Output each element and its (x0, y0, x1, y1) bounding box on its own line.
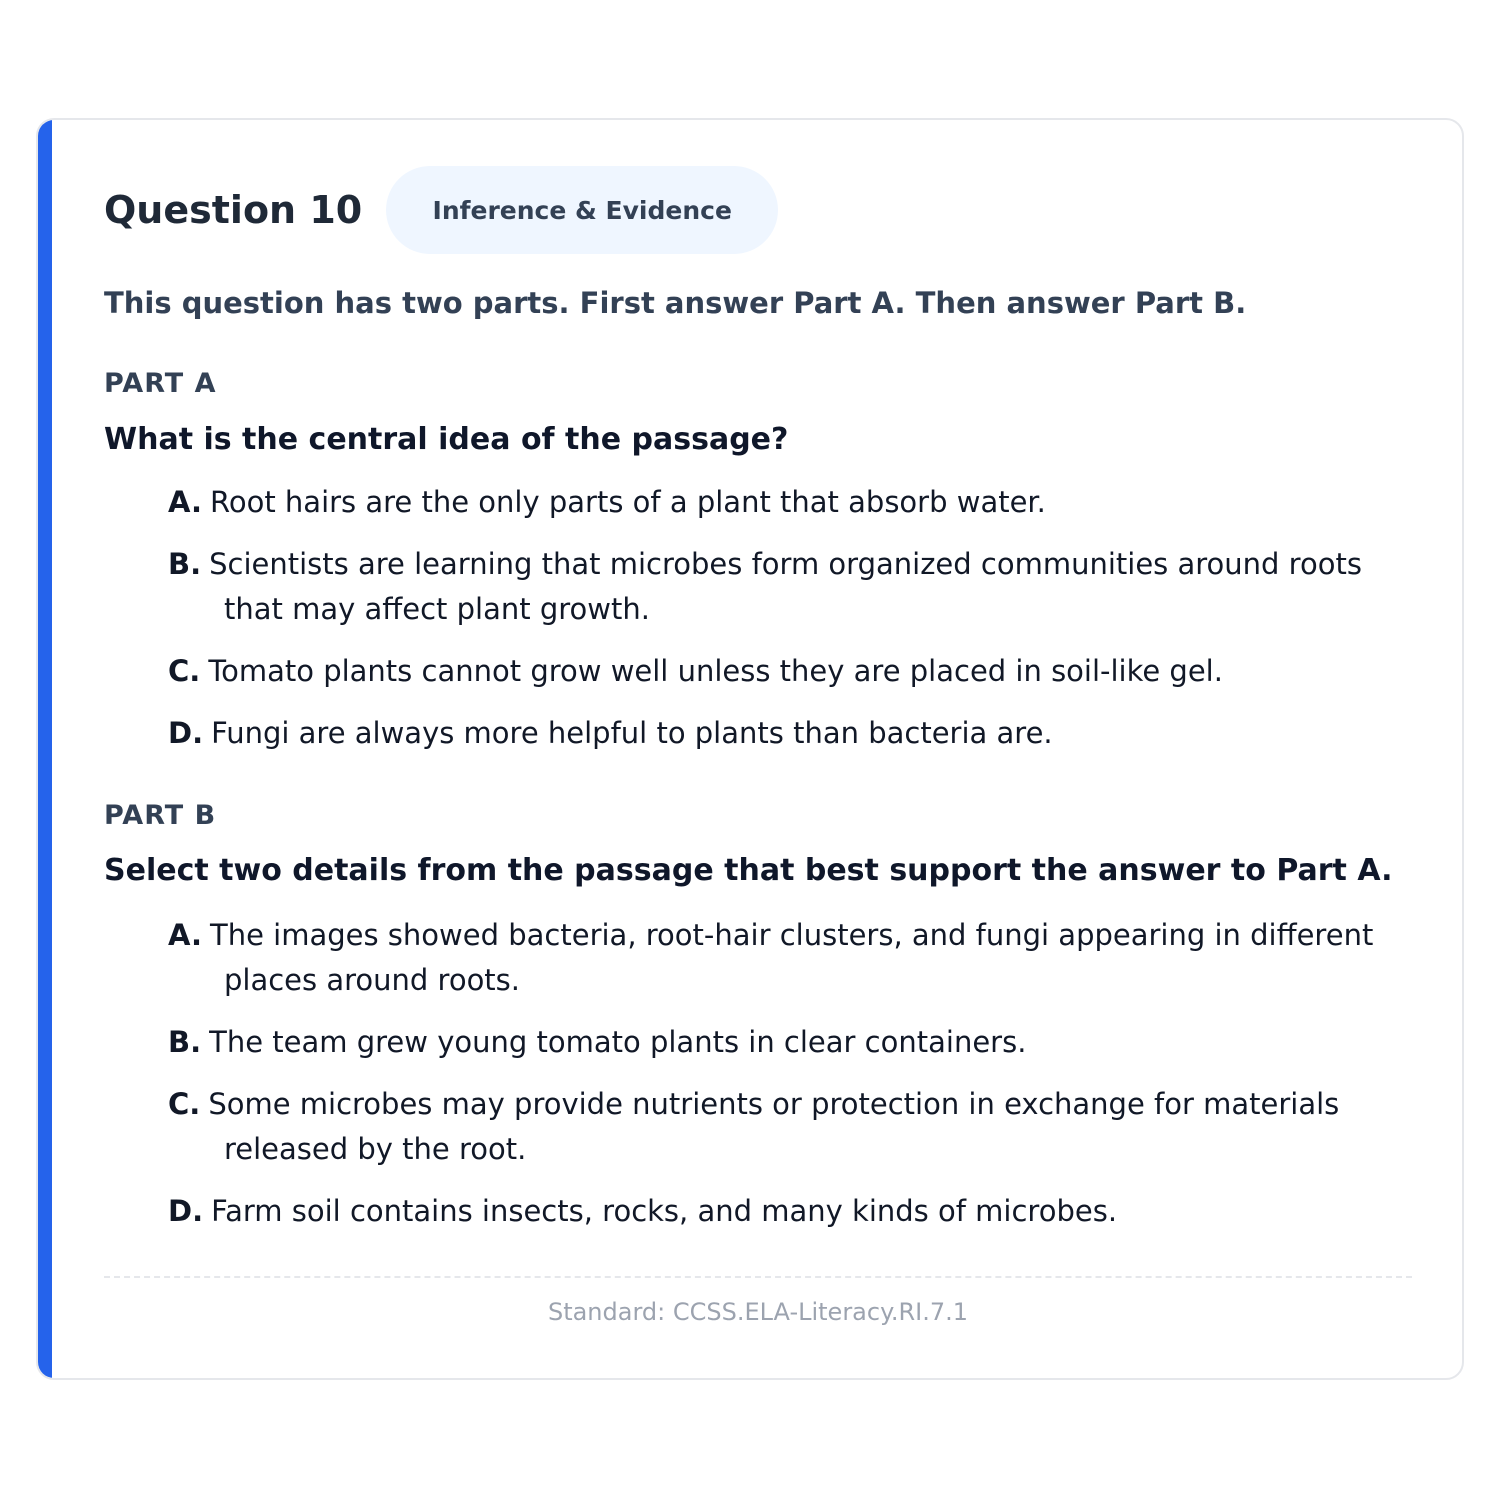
question-card (36, 118, 1464, 1380)
choice-text: The images showed bacteria, root-hair clusters, and fungi appearing in different places around roots. (210, 918, 1374, 997)
standard-label: Standard: CCSS.ELA-Literacy.RI.7.1 (547, 1298, 969, 1326)
choice-letter: C. (168, 654, 201, 688)
part-b-choice-b[interactable] (168, 1020, 1412, 1065)
choice-text: Scientists are learning that microbes form organized communities around roots that may affect plant growth. (209, 547, 1362, 626)
part-a-choice-a[interactable] (168, 480, 1412, 525)
choice-letter: B. (168, 547, 202, 581)
part-b-choice-a[interactable] (168, 913, 1412, 1003)
choice-text: Some microbes may provide nutrients or protection in exchange for materials released by the root. (208, 1087, 1340, 1166)
choice-letter: A. (168, 918, 202, 952)
card-content (104, 120, 1412, 1378)
instructions: This question has two parts. First answer Part A. Then answer Part B. (104, 286, 1247, 320)
part-a-label: PART A (104, 368, 217, 399)
choice-letter: D. (168, 716, 204, 750)
question-title: Question 10 (104, 188, 363, 232)
skill-tag: Inference & Evidence (386, 166, 778, 254)
part-a-prompt: What is the central idea of the passage? (104, 422, 789, 457)
accent-bar (38, 120, 52, 1378)
part-b-choice-c[interactable] (168, 1082, 1412, 1172)
part-b-choices (168, 913, 1412, 1251)
part-b-choice-d[interactable] (168, 1189, 1412, 1234)
choice-text: Fungi are always more helpful to plants than bacteria are. (211, 716, 1053, 750)
choice-letter: D. (168, 1194, 204, 1228)
choice-letter: B. (168, 1025, 202, 1059)
part-a-choices (168, 480, 1412, 773)
choice-text: Farm soil contains insects, rocks, and many kinds of microbes. (211, 1194, 1118, 1228)
part-a-choice-d[interactable] (168, 711, 1412, 756)
footer-divider (104, 1276, 1412, 1278)
question-header (104, 166, 778, 254)
choice-text: The team grew young tomato plants in clear containers. (209, 1025, 1027, 1059)
part-a-choice-b[interactable] (168, 542, 1412, 632)
part-a-choice-c[interactable] (168, 649, 1412, 694)
choice-text: Root hairs are the only parts of a plant that absorb water. (210, 485, 1046, 519)
choice-text: Tomato plants cannot grow well unless they are placed in soil-like gel. (208, 654, 1223, 688)
choice-letter: C. (168, 1087, 201, 1121)
part-b-prompt: Select two details from the passage that best support the answer to Part A. (104, 853, 1393, 888)
choice-letter: A. (168, 485, 202, 519)
part-b-label: PART B (104, 800, 217, 831)
